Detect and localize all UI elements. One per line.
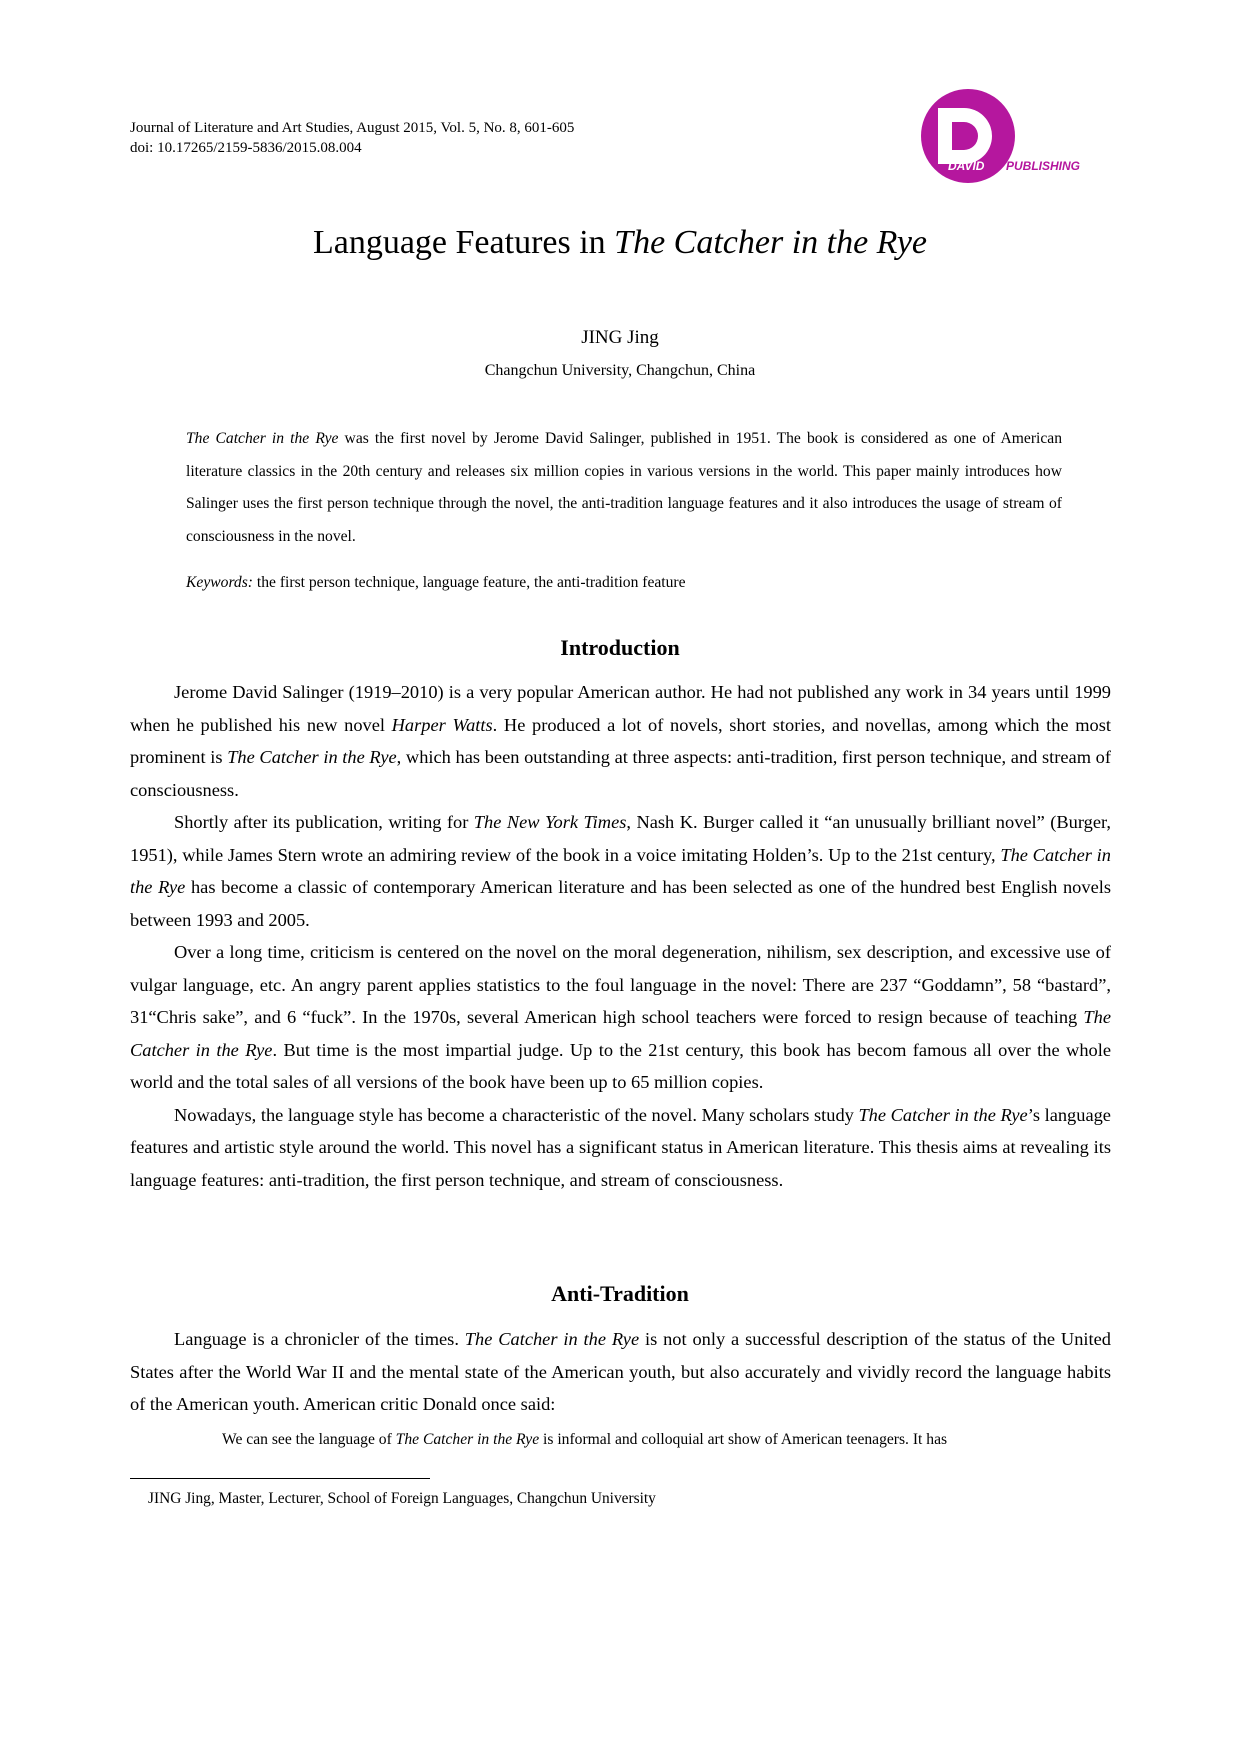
title-italic: The Catcher in the Rye [614, 224, 928, 261]
doi-line: doi: 10.17265/2159-5836/2015.08.004 [130, 140, 362, 156]
keywords [186, 572, 1062, 594]
journal-citation: Journal of Literature and Art Studies, August 2015, Vol. 5, No. 8, 601-605 [130, 120, 575, 136]
paragraph [130, 1323, 1111, 1421]
anti-tradition-body [130, 1323, 1111, 1421]
text-run: is informal and colloquial art show of American teenagers. It has [539, 1431, 948, 1448]
text-run: ’s language features and artistic style around the world. This novel has a significant status in American literature. This thesis aims at revealing its language features: anti-tradition, the first person technique, and stream of consciousness. [130, 1104, 1111, 1190]
text-run: We can see the language of [222, 1431, 396, 1448]
paragraph [130, 806, 1111, 936]
text-run: , Nash K. Burger called it “an unusually brilliant novel” (Burger, 1951), while James Stern wrote an admiring review of the book in a voice imitating Holden’s. Up to the 21st century, [130, 812, 1111, 865]
text-run: . He produced a lot of novels, short stories, and novellas, among which the most prominent is [130, 714, 1111, 767]
title-plain: Language Features in [312, 224, 615, 261]
introduction-body [130, 676, 1111, 1196]
author-affiliation: Changchun University, Changchun, China [484, 362, 756, 379]
footnote-rule [130, 1478, 430, 1479]
text-run: Jerome David Salinger (1919–2010) is a very popular American author. He had not published any work in 34 years until 1999 when he published his new novel [130, 682, 1111, 735]
paper-title [0, 224, 1240, 262]
footnote: JING Jing, Master, Lecturer, School of Foreign Languages, Changchun University [148, 1490, 656, 1507]
text-italic: Harper Watts [391, 714, 493, 735]
paragraph [130, 936, 1111, 1099]
abstract-italic: The Catcher in the Rye [186, 430, 339, 447]
text-run: Language is a chronicler of the times. [174, 1329, 465, 1349]
keywords-text: the first person technique, language feature, the anti-tradition feature [253, 574, 686, 591]
heading-anti-tradition: Anti-Tradition [551, 1281, 689, 1306]
abstract [186, 423, 1062, 553]
text-run: , which has been outstanding at three aspects: anti-tradition, first person technique, and stream of consciousness. [130, 747, 1111, 800]
text-run: Shortly after its publication, writing for [174, 812, 474, 832]
text-italic: The Catcher in the Rye [858, 1104, 1028, 1125]
logo-text-david: DAVID [948, 159, 985, 173]
paragraph [130, 1099, 1111, 1197]
text-run: Nowadays, the language style has become a characteristic of the novel. Many scholars study [174, 1104, 859, 1125]
text-italic: The Catcher in the Rye [227, 747, 397, 767]
logo-text-publishing: PUBLISHING [1006, 159, 1081, 173]
paragraph [130, 676, 1111, 806]
author-name: JING Jing [581, 327, 659, 348]
david-publishing-logo [900, 88, 1140, 188]
text-italic: The Catcher in the Rye [395, 1431, 540, 1448]
heading-introduction: Introduction [560, 635, 680, 660]
text-run: is not only a successful description of the status of the United States after the World War II and the mental state of the American youth, but also accurately and vividly record the language habits of the American youth. American critic Donald once said: [130, 1329, 1111, 1414]
text-italic: The Catcher in the Rye [130, 1007, 1111, 1060]
text-run: has become a classic of contemporary American literature and has been selected as one of the hundred best English novels between 1993 and 2005. [130, 877, 1112, 930]
text-italic: The Catcher in the Rye [130, 844, 1111, 897]
keywords-label: Keywords: [186, 574, 253, 591]
text-run: Over a long time, criticism is centered on the novel on the moral degeneration, nihilism, sex description, and excessive use of vulgar language, etc. An angry parent applies statistics to the foul language in the novel: There are 237 “Goddamn”, 58 “bastard”, 31“Chris sake”, and 6 “fuck”. In the 1970s, several American high school teachers were forced to resign because of teaching [130, 942, 1111, 1027]
text-italic: The New York Times [473, 812, 627, 832]
abstract-text: was the first novel by Jerome David Salinger, published in 1951. The book is considered as one of American literature classics in the 20th century and releases six million copies in various versions in the world. This paper mainly introduces how Salinger uses the first person technique through the novel, the anti-tradition language features and it also introduces the usage of stream of consciousness in the novel. [186, 430, 1062, 545]
text-run: . But time is the most impartial judge. Up to the 21st century, this book has becom famous all over the whole world and the total sales of all versions of the book have been up to 65 million copies. [130, 1039, 1111, 1092]
text-italic: The Catcher in the Rye [464, 1329, 640, 1349]
block-quote [222, 1429, 1112, 1451]
